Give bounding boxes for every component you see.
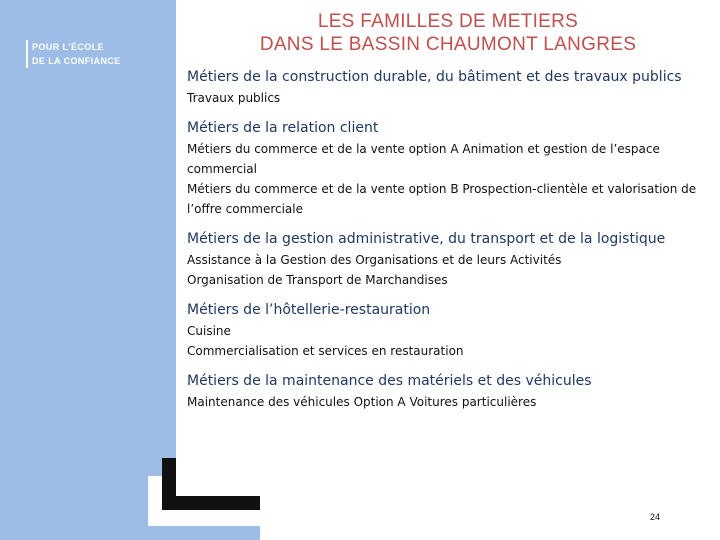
school-of-trust-logo <box>26 40 121 68</box>
section-maintenance <box>187 372 707 412</box>
section-item: Assistance à la Gestion des Organisations et de leurs Activités <box>187 253 562 267</box>
section-hospitality <box>187 301 707 361</box>
section-item: Organisation de Transport de Marchandises <box>187 273 448 287</box>
section-item: Commercialisation et services en restauration <box>187 344 464 358</box>
page-title-line-1: LES FAMILLES DE METIERS <box>317 11 579 32</box>
section-item: Métiers du commerce et de la vente option B Prospection-clientèle et valorisation de l’offre commerciale <box>187 182 697 216</box>
section-item: Métiers du commerce et de la vente option A Animation et gestion de l’espace commercial <box>187 142 660 176</box>
logo-line-2: DE LA CONFIANCE <box>32 56 121 66</box>
section-heading: Métiers de la relation client <box>187 120 379 136</box>
section-heading: Métiers de la gestion administrative, du transport et de la logistique <box>187 231 666 247</box>
decorative-corner-bracket <box>162 458 260 510</box>
section-heading: Métiers de l’hôtellerie-restauration <box>187 302 431 318</box>
sections-list <box>187 68 707 423</box>
section-administration-logistics <box>187 230 707 290</box>
section-construction <box>187 68 707 108</box>
section-item: Travaux publics <box>187 91 281 105</box>
page-title <box>176 10 720 56</box>
section-customer-relations <box>187 119 707 219</box>
page-title-line-2: DANS LE BASSIN CHAUMONT LANGRES <box>259 34 637 55</box>
section-item: Maintenance des véhicules Option A Voitures particulières <box>187 395 537 409</box>
logo-line-1: POUR L'ÉCOLE <box>32 42 104 52</box>
section-item: Cuisine <box>187 324 231 338</box>
section-heading: Métiers de la construction durable, du bâtiment et des travaux publics <box>187 69 682 85</box>
sidebar-panel <box>0 0 176 540</box>
page-number: 24 <box>650 512 661 522</box>
section-heading: Métiers de la maintenance des matériels et des véhicules <box>187 373 592 389</box>
